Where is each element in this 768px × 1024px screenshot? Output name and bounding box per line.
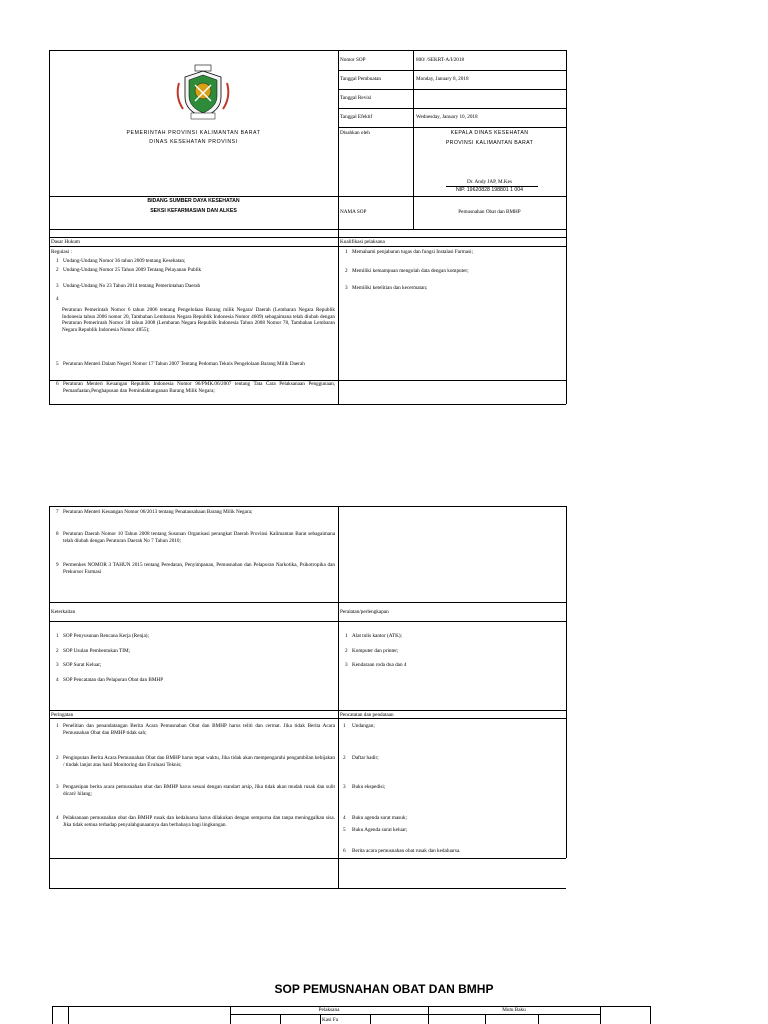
disahkan-label: Disahkan oleh [340, 130, 370, 136]
regulasi-item: 1 Undang-Undang Nomor 36 tahun 2009 tentang Kesehatan; [56, 258, 186, 264]
peringatan-item: 1 Penelitian dan penandatangan Berita Acara Pemusnahan Obat dan BMHP harus teliti dan cermat. Jika tidak Berita Acara Pemusnahan Obat dan BMHP tidak sah; [56, 723, 335, 736]
field-value-tanggal-pembuatan: Monday, January 8, 2018 [416, 76, 469, 82]
signer-title-1: KEPALA DINAS KESEHATAN [450, 130, 529, 136]
pencatatan-label: Pencatatan dan pendataan [340, 712, 394, 718]
regulasi-item: 2 Undang-Undang Nomor 25 Tahun 2009 Tentang Pelayanan Publik [56, 267, 202, 273]
peringatan-item: 3 Pengarsipan berita acara pemusnahan obat dan BMHP harus sesuai dengan standart arsip, Jika tidak akan mudah rusak dan sulit dicari/ hilang; [56, 784, 335, 797]
kasi-fa-header: Kasi Fa [322, 1017, 338, 1023]
field-label-tanggal-efektif: Tanggal Efektif [340, 114, 373, 120]
peralatan-item: 1 Alat tulis kantor (ATK); [345, 633, 402, 639]
regulasi-item: 7 Peraturan Menteri Keuangan Nomor 06/2013 tentang Penatausahaan Barang Milik Negara; [56, 509, 253, 515]
kualifikasi-label: Kualifikasi pelaksana [340, 239, 385, 245]
pencatatan-item: 1 Undangan; [343, 723, 375, 729]
keterkaitan-item: 1 SOP Penyusunan Rencana Kerja (Renja); [56, 633, 149, 639]
field-value-nomor-sop: 800/ /SEKRT-A/I/2018 [416, 57, 465, 63]
pencatatan-item: 2 Daftar hadir; [343, 755, 379, 761]
pencatatan-item: 6 Berita acara pemusnahan obat rusak dan kedaluarsa. [343, 848, 461, 854]
peringatan-item: 2 Penginputan Berita Acara Pemusnahan Obat dan BMHP harus tepat waktu, Jika tidak akan mempengaruhi pengambilan kebijakan / tindak lanjut atas hasil Monitoring dan Evaluasi Teknis; [56, 755, 335, 768]
pelaksana-header: Pelaksana [318, 1007, 340, 1013]
kualifikasi-item: 2 Memiliki kemampuan mengolah data dengan komputer; [345, 268, 469, 274]
keterkaitan-item: 3 SOP Surat Keluar; [56, 662, 102, 668]
pencatatan-item: 5 Buku Agenda surat keluar; [343, 827, 408, 833]
kalbar-emblem-logo [173, 63, 233, 121]
peralatan-label: Peralatan/perlengkapan [340, 609, 389, 615]
field-label-tanggal-revisi: Tanggal Revisi [340, 95, 372, 101]
keterkaitan-item: 4 SOP Pencatatan dan Pelaporan Obat dan BMHP [56, 677, 164, 683]
org-line-2: DINAS KESEHATAN PROVINSI [149, 139, 238, 145]
unit-line-2: SEKSI KEFARMASIAN DAN ALKES [150, 208, 237, 214]
regulasi-item: 8 Peraturan Daerah Nomor 10 Tahun 2008 tentang Susunan Organisasi perangkat Daerah Provinsi Kalimantan Barat sebagaimana telah diubah dengan Peraturan Daerah No 7 Tahun 2010; [56, 531, 335, 544]
field-label-tanggal-pembuatan: Tanggal Pembuatan [340, 76, 381, 82]
regulasi-item: 4 [56, 296, 59, 302]
pencatatan-item: 3 Buku ekspedisi; [343, 784, 386, 790]
regulasi-item: 6 Peraturan Menteri Keuangan Republik Indonesia Nomor 96/PMK.06/2007 tentang Tata Cara Pelaksanaan Penggunaan, Pemanfaatan,Penghapusan dan Pemindahtanganan Barang Milik Negara; [56, 381, 335, 394]
pencatatan-item: 4 Buku agenda surat masuk; [343, 815, 407, 821]
left-border [49, 50, 50, 380]
signer-name: Dr. Andy JAP, M.Kes [467, 179, 512, 185]
dasar-hukum-label: Dasar Hukum [51, 239, 80, 245]
peralatan-item: 2 Komputer dan printer; [345, 648, 399, 654]
sop-title: SOP PEMUSNAHAN OBAT DAN BMHP [274, 982, 494, 996]
org-line-1: PEMERINTAH PROVINSI KALIMANTAN BARAT [126, 130, 261, 136]
nama-sop-label: NAMA SOP [340, 209, 367, 215]
kualifikasi-item: 1 Memahami penjabaran tugas dan fungsi Instalasi Farmasi; [345, 249, 474, 255]
keterkaitan-label: Keterkaitan [51, 609, 76, 615]
field-label-nomor-sop: Nomor SOP [340, 57, 366, 63]
regulasi-item: 3 Undang-Undang No 23 Tahun 2014 tentang Pemerintahan Daerah [56, 283, 201, 289]
middle-divider [338, 50, 339, 380]
unit-line-1: BIDANG SUMBER DAYA KESEHATAN [147, 198, 240, 204]
nama-sop-value: Pemusnahan Obat dan BMHP [458, 209, 521, 215]
regulasi-item: 5 Peraturan Menteri Dalam Negeri Nomor 17 Tahun 2007 Tentang Pedoman Teknis Pengelolaan Barang Milik Daerah [56, 361, 305, 367]
regulasi-label: Regulasi : [51, 249, 72, 255]
signer-title-2: PROVINSI KALIMANTAN BARAT [445, 140, 534, 146]
regulasi-item: Peraturan Pemerintah Nomor 6 tahun 2006 tentang Pengelolaan Barang milik Negara/ Daerah (Lembaran Negara Republik Indonesia tahun 2006 nomor 20, Tambahan Lembaran Negara Republik Indonesia Nomor 4609) sebagaimana telah diubah dengan Peraturan Pemerintah Nomor 38 tahun 2008 (Lembaran Negara Republik Indonesia Tahun 2008 Nomor 78, Tambahan Lembaran Negara Republik Indonesia Nomor 4855); [62, 307, 335, 333]
kualifikasi-item: 3 Memiliki ketelitian dan kecermatan; [345, 285, 428, 291]
peringatan-label: Peringatan [51, 712, 74, 718]
keterkaitan-item: 2 SOP Usulan Pembentukan TIM; [56, 648, 131, 654]
regulasi-item: 9 Permenkes NOMOR 3 TAHUN 2015 tentang Peredaran, Penyimpanan, Pemusnahan dan Pelaporan Narkotika, Psikotropika dan Prekursor Farmasi [56, 562, 335, 575]
peralatan-item: 3 Kendaraan roda dua dan 4 [345, 662, 407, 668]
field-value-tanggal-efektif: Wednesday, January 10, 2018 [416, 114, 478, 120]
peringatan-item: 4 Pelaksanaan pemusnahan obat dan BMHP rusak dan kedaluarsa harus dilakukan dengan sempurna dan tanpa meninggalkan sisa. Jika tidak semua terhadap penyalahgunaannya dan berbahaya bagi lingkungan. [56, 815, 335, 828]
signer-nip: NIP. 19620828 198801 1 004 [455, 187, 524, 193]
mutu-baku-header: Mutu Baku [502, 1007, 526, 1013]
right-border [566, 50, 567, 380]
